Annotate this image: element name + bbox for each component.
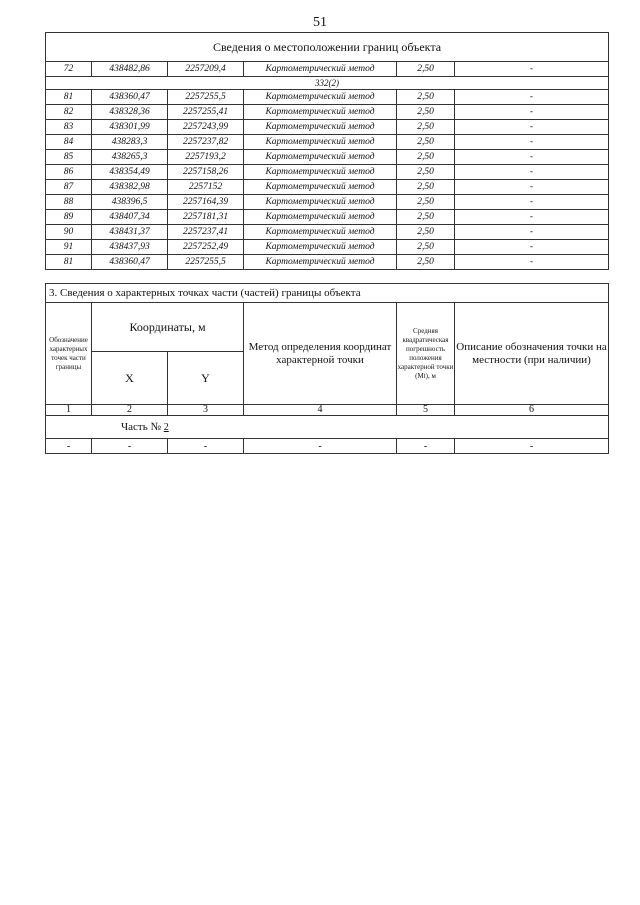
col-method-header: Метод определения координат характерной точки — [244, 303, 397, 405]
header-row — [46, 303, 609, 352]
error-cell: 2,50 — [397, 195, 455, 210]
point-cell: 89 — [46, 210, 92, 225]
x-cell: 438431,37 — [92, 225, 168, 240]
page-number: 51 — [313, 15, 327, 30]
error-cell: 2,50 — [397, 210, 455, 225]
table-row — [46, 105, 609, 120]
method-cell: Картометрический метод — [244, 180, 397, 195]
table-row — [46, 120, 609, 135]
part-cell — [46, 416, 609, 439]
method-cell: Картометрический метод — [244, 120, 397, 135]
desc-cell: - — [455, 180, 609, 195]
error-cell: 2,50 — [397, 225, 455, 240]
empty-cell: - — [244, 439, 397, 454]
point-cell: 83 — [46, 120, 92, 135]
error-cell: 2,50 — [397, 135, 455, 150]
desc-cell: - — [455, 255, 609, 270]
error-cell: 2,50 — [397, 62, 455, 77]
desc-cell: - — [455, 210, 609, 225]
col-number: 6 — [455, 405, 609, 416]
point-cell: 81 — [46, 255, 92, 270]
contour-subheading-row — [46, 77, 609, 90]
point-cell: 90 — [46, 225, 92, 240]
point-cell: 85 — [46, 150, 92, 165]
empty-cell: - — [455, 439, 609, 454]
desc-cell: - — [455, 225, 609, 240]
y-cell: 2257243,99 — [168, 120, 244, 135]
desc-cell: - — [455, 105, 609, 120]
desc-cell: - — [455, 240, 609, 255]
x-cell: 438301,99 — [92, 120, 168, 135]
method-cell: Картометрический метод — [244, 255, 397, 270]
method-cell: Картометрический метод — [244, 90, 397, 105]
method-cell: Картометрический метод — [244, 210, 397, 225]
y-cell: 2257152 — [168, 180, 244, 195]
boundary-table — [45, 32, 609, 270]
table-row — [46, 210, 609, 225]
x-cell: 438407,34 — [92, 210, 168, 225]
table-row — [46, 180, 609, 195]
col-number: 4 — [244, 405, 397, 416]
error-cell: 2,50 — [397, 90, 455, 105]
desc-cell: - — [455, 120, 609, 135]
point-cell: 82 — [46, 105, 92, 120]
point-cell: 88 — [46, 195, 92, 210]
y-cell: 2257237,82 — [168, 135, 244, 150]
section-title: 3. Сведения о характерных точках части (частей) границы объекта — [46, 284, 609, 303]
method-cell: Картометрический метод — [244, 195, 397, 210]
col-x-header: X — [92, 352, 168, 405]
table-row — [46, 165, 609, 180]
method-cell: Картометрический метод — [244, 105, 397, 120]
y-cell: 2257209,4 — [168, 62, 244, 77]
col-number: 1 — [46, 405, 92, 416]
x-cell: 438396,5 — [92, 195, 168, 210]
point-cell: 91 — [46, 240, 92, 255]
method-cell: Картометрический метод — [244, 225, 397, 240]
error-cell: 2,50 — [397, 255, 455, 270]
x-cell: 438482,86 — [92, 62, 168, 77]
table-row — [46, 135, 609, 150]
point-cell: 87 — [46, 180, 92, 195]
part-label: Часть № — [121, 421, 161, 433]
method-cell: Картометрический метод — [244, 165, 397, 180]
error-cell: 2,50 — [397, 150, 455, 165]
point-cell: 72 — [46, 62, 92, 77]
point-cell: 86 — [46, 165, 92, 180]
point-cell: 81 — [46, 90, 92, 105]
x-cell: 438328,36 — [92, 105, 168, 120]
x-cell: 438354,49 — [92, 165, 168, 180]
y-cell: 2257181,31 — [168, 210, 244, 225]
y-cell: 2257237,41 — [168, 225, 244, 240]
method-cell: Картометрический метод — [244, 240, 397, 255]
table-row — [46, 62, 609, 77]
table-row — [46, 240, 609, 255]
y-cell: 2257164,39 — [168, 195, 244, 210]
desc-cell: - — [455, 150, 609, 165]
part-row — [46, 416, 609, 439]
table-row — [46, 255, 609, 270]
method-cell: Картометрический метод — [244, 62, 397, 77]
desc-cell: - — [455, 135, 609, 150]
x-cell: 438360,47 — [92, 90, 168, 105]
point-cell: 84 — [46, 135, 92, 150]
x-cell: 438360,47 — [92, 255, 168, 270]
part-number: 2 — [163, 422, 169, 433]
y-cell: 2257255,41 — [168, 105, 244, 120]
y-cell: 2257255,5 — [168, 255, 244, 270]
part-points-table — [45, 283, 609, 454]
col-number: 3 — [168, 405, 244, 416]
x-cell: 438437,93 — [92, 240, 168, 255]
x-cell: 438265,3 — [92, 150, 168, 165]
table-row — [46, 90, 609, 105]
column-numbers-row — [46, 405, 609, 416]
col-point-header: Обозначение характерных точек части границы — [46, 303, 92, 405]
desc-cell: - — [455, 195, 609, 210]
col-y-header: Y — [168, 352, 244, 405]
empty-cell: - — [168, 439, 244, 454]
col-number: 5 — [397, 405, 455, 416]
table-row — [46, 225, 609, 240]
col-error-header: Средняя квадратическая погрешность положения характерной точки (Мt), м — [397, 303, 455, 405]
table-title-row — [46, 33, 609, 62]
x-cell: 438382,98 — [92, 180, 168, 195]
x-cell: 438283,3 — [92, 135, 168, 150]
method-cell: Картометрический метод — [244, 135, 397, 150]
col-coords-header: Координаты, м — [92, 303, 244, 352]
table-row — [46, 439, 609, 454]
col-number: 2 — [92, 405, 168, 416]
y-cell: 2257193,2 — [168, 150, 244, 165]
desc-cell: - — [455, 90, 609, 105]
col-desc-header: Описание обозначения точки на местности (при наличии) — [455, 303, 609, 405]
y-cell: 2257158,26 — [168, 165, 244, 180]
table-row — [46, 195, 609, 210]
desc-cell: - — [455, 62, 609, 77]
empty-cell: - — [397, 439, 455, 454]
error-cell: 2,50 — [397, 165, 455, 180]
method-cell: Картометрический метод — [244, 150, 397, 165]
empty-cell: - — [92, 439, 168, 454]
table-row — [46, 150, 609, 165]
error-cell: 2,50 — [397, 120, 455, 135]
error-cell: 2,50 — [397, 180, 455, 195]
y-cell: 2257255,5 — [168, 90, 244, 105]
table-title: Сведения о местоположении границ объекта — [46, 33, 609, 62]
desc-cell: - — [455, 165, 609, 180]
empty-cell: - — [46, 439, 92, 454]
error-cell: 2,50 — [397, 240, 455, 255]
contour-subheading: 332(2) — [46, 77, 609, 90]
error-cell: 2,50 — [397, 105, 455, 120]
section-title-row — [46, 284, 609, 303]
y-cell: 2257252,49 — [168, 240, 244, 255]
